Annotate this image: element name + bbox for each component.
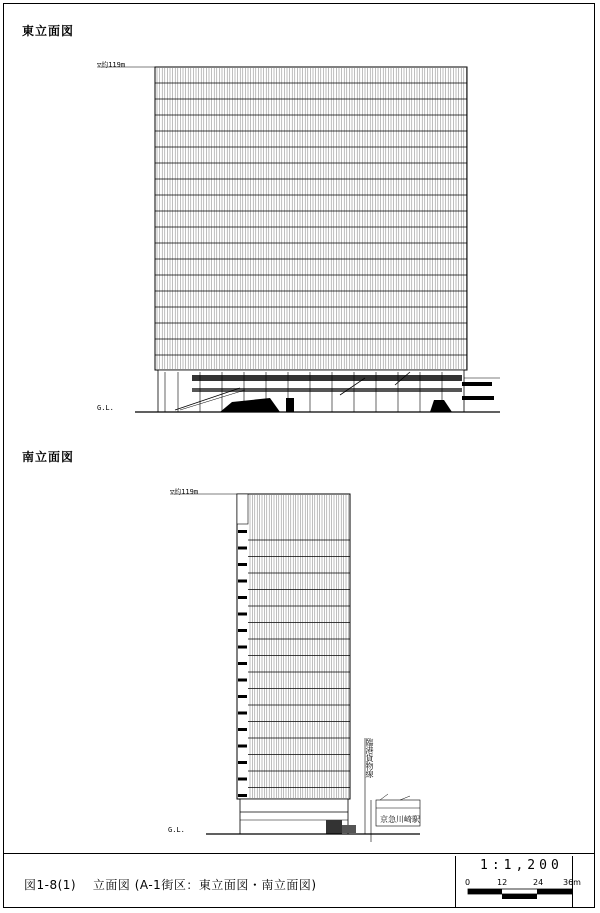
scale-tick-0: 0 — [465, 878, 471, 887]
south-height-label: ▽約119m — [170, 488, 199, 496]
scale-tick-24: 24 — [533, 878, 544, 887]
scale-tick-36m: 36m — [563, 878, 581, 887]
drawing-caption: 図1-8(1) 立面図 (A-1街区：東立面図・南立面図) — [24, 878, 317, 892]
east-height-label: ▽約119m — [97, 61, 126, 69]
south-elevation-title: 南立面図 — [22, 450, 75, 464]
station-label: 京急川崎駅 — [380, 815, 420, 824]
scale-ratio: 1:1,200 — [480, 858, 563, 873]
east-gl-label: G.L. — [97, 404, 114, 412]
east-elevation-title: 東立面図 — [22, 24, 75, 38]
south-gl-label: G.L. — [168, 826, 185, 834]
rail-line-label: 臨港貨物線 — [365, 738, 374, 778]
scale-tick-12: 12 — [497, 878, 508, 887]
